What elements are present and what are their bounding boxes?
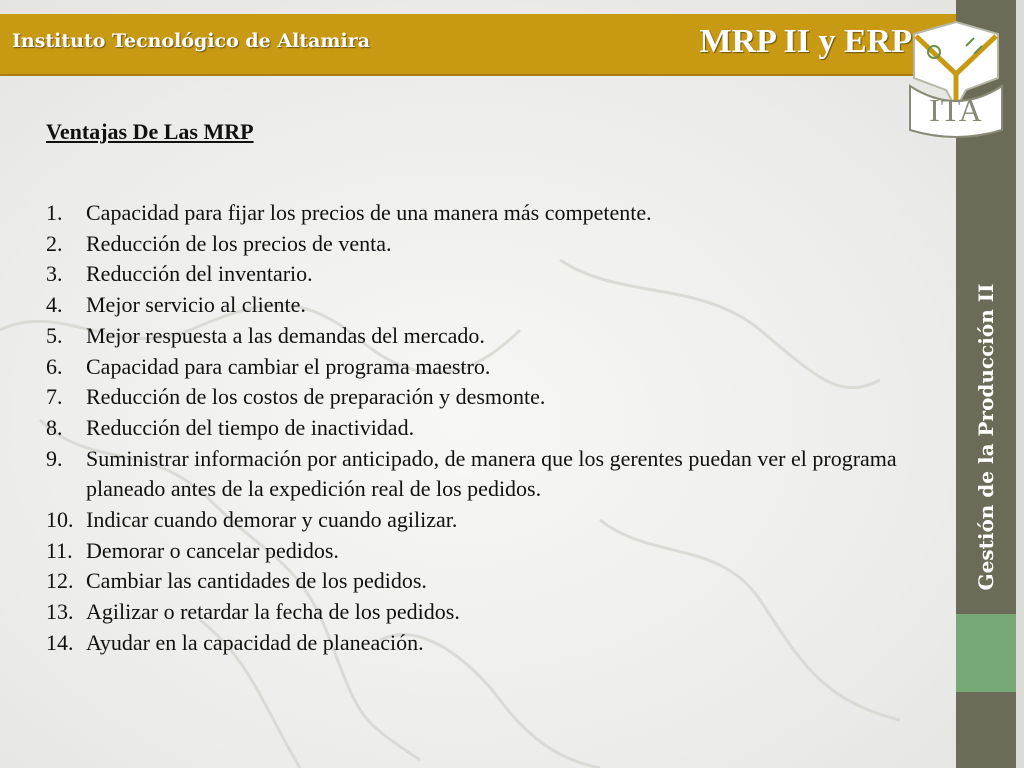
item-number: 14.: [46, 629, 74, 655]
list-item: [46, 352, 916, 383]
sidebar-accent-block: [956, 614, 1016, 692]
item-number: 11.: [46, 537, 73, 563]
list-item: [46, 444, 916, 505]
section-heading: Ventajas De Las MRP: [46, 119, 254, 144]
item-number: 6.: [46, 353, 63, 379]
item-text: Capacidad para fijar los precios de una manera más competente.: [86, 200, 652, 225]
advantages-list: [46, 198, 916, 659]
list-item: [46, 566, 916, 597]
item-text: Mejor servicio al cliente.: [86, 292, 306, 318]
item-number: 2.: [46, 230, 63, 256]
logo-text: ITA: [929, 92, 983, 128]
item-number: 9.: [46, 445, 63, 471]
list-item: [46, 321, 916, 352]
list-item: [46, 413, 916, 444]
item-number: 3.: [46, 261, 63, 287]
item-text: Mejor respuesta a las demandas del mercado.: [86, 322, 485, 348]
sidebar-vertical-label: Gestión de la Producción II: [974, 283, 998, 591]
item-text: Agilizar o retardar la fecha de los pedidos.: [86, 599, 460, 625]
item-text: Cambiar las cantidades de los pedidos.: [86, 568, 427, 594]
list-item: [46, 198, 916, 229]
list-item: [46, 597, 916, 628]
item-number: 10.: [46, 507, 74, 533]
item-text: Reducción de los precios de venta.: [86, 230, 392, 256]
item-number: 8.: [46, 414, 63, 440]
list-item: [46, 229, 916, 260]
header-bar: [0, 14, 956, 76]
item-number: 13.: [46, 599, 74, 625]
item-text: Indicar cuando demorar y cuando agilizar.: [86, 507, 458, 533]
list-item: [46, 628, 916, 659]
list-item: [46, 259, 916, 290]
list-item: [46, 290, 916, 321]
ita-logo: [904, 18, 1008, 142]
item-text: Reducción del inventario.: [86, 261, 313, 287]
item-number: 4.: [46, 292, 63, 318]
list-item: [46, 536, 916, 567]
institution-title: Instituto Tecnológico de Altamira: [12, 30, 371, 52]
list-item: [46, 505, 916, 536]
item-text: Reducción del tiempo de inactividad.: [86, 414, 415, 440]
item-number: 7.: [46, 384, 63, 410]
item-number: 5.: [46, 322, 63, 348]
item-text: Capacidad para cambiar el programa maestro.: [86, 353, 491, 379]
item-number: 12.: [46, 568, 74, 594]
deck-title: MRP II y ERP: [699, 23, 912, 60]
right-edge-strip: [1016, 0, 1024, 768]
item-text: Suministrar información por anticipado, de manera que los gerentes puedan ver el programa planeado antes de la expedición real de los pedidos.: [86, 445, 897, 502]
item-text: Demorar o cancelar pedidos.: [86, 537, 339, 563]
item-number: 1.: [46, 200, 63, 225]
item-text: Reducción de los costos de preparación y desmonte.: [86, 384, 546, 410]
item-text: Ayudar en la capacidad de planeación.: [86, 629, 424, 655]
list-item: [46, 382, 916, 413]
